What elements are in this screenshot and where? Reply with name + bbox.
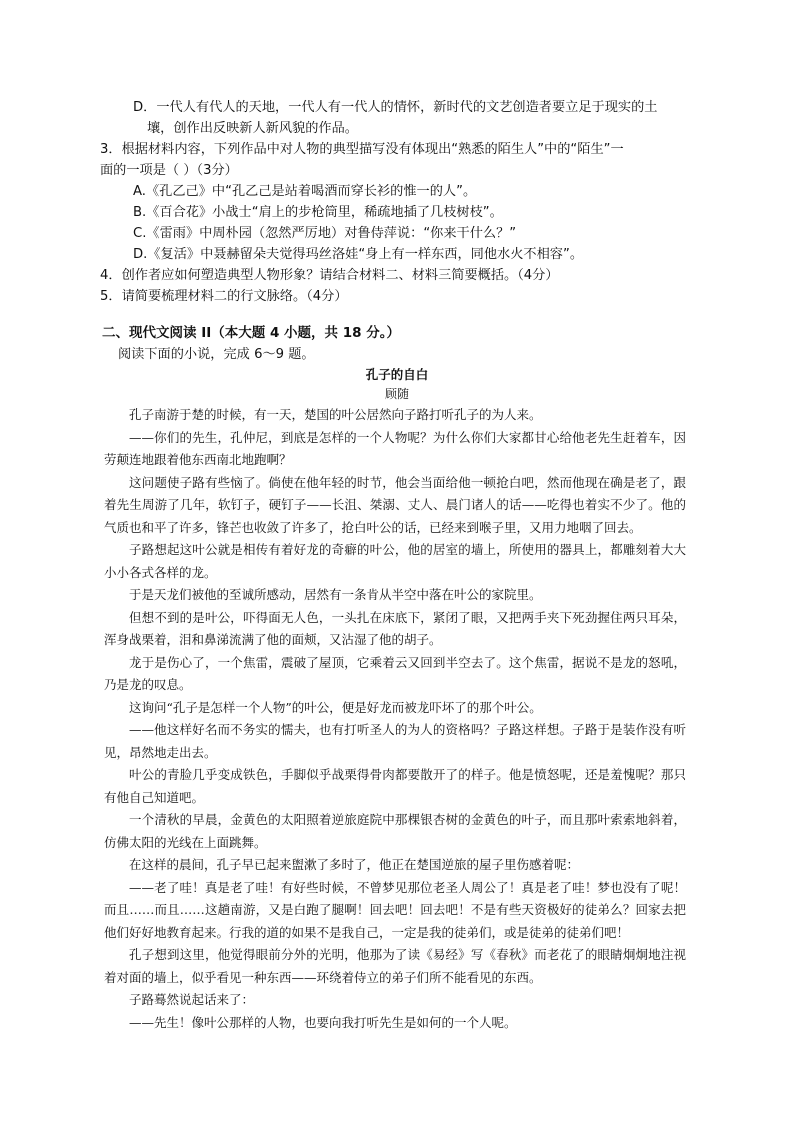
story-author: 顾随 bbox=[384, 387, 409, 401]
question-4: 4．创作者应如何塑造典型人物形象？请结合材料二、材料三简要概括。（4分） bbox=[100, 268, 559, 283]
story-title: 孔子的自白 bbox=[365, 367, 429, 382]
questions-block bbox=[100, 97, 692, 307]
story-paragraph: 但想不到的是叶公，吓得面无人色，一头扎在床底下，紧闭了眼，又把两手夹下死劲握住两只耳朵，浑身战栗着，泪和鼻涕流满了他的面颊，又沾湿了他的胡子。 bbox=[104, 609, 686, 647]
story-paragraph: 一个清秋的早晨，金黄色的太阳照着逆旅庭院中那棵银杏树的金黄色的叶子，而且那叶索索地斜着，仿佛太阳的光线在上面跳舞。 bbox=[104, 812, 686, 850]
question-3-option-b: B.《百合花》小战士“肩上的步枪筒里，稀疏地插了几枝树枝”。 bbox=[133, 205, 503, 220]
story-paragraph: 这询问“孔子是怎样一个人物”的叶公，便是好龙而被龙吓坏了的那个叶公。 bbox=[129, 699, 542, 715]
question-3-option-c: C.《雷雨》中周朴园（忽然严厉地）对鲁侍萍说：“你来干什么？” bbox=[133, 226, 517, 241]
section-instruction: 阅读下面的小说，完成 6～9 题。 bbox=[118, 347, 315, 362]
story-paragraph: 叶公的青脸几乎变成铁色，手脚似乎战栗得骨肉都要散开了的样子。他是愤怒呢，还是羞愧呢？那只有他自己知道吧。 bbox=[104, 767, 686, 805]
story-paragraph: 孔子想到这里，他觉得眼前分外的光明，他那为了读《易经》写《春秋》而老花了的眼睛炯炯地注视着对面的墙上，似乎看见一种东西——环绕着侍立的弟子们所不能看见的东西。 bbox=[104, 947, 686, 985]
story-paragraph: 在这样的晨间，孔子早已起来盥漱了多时了，他正在楚国逆旅的屋子里伤感着呢： bbox=[129, 857, 580, 872]
story-paragraph: 于是天龙们被他的至诚所感动，居然有一条肯从半空中落在叶公的家院里。 bbox=[129, 587, 542, 602]
story-paragraph: 子路蓦然说起话来了： bbox=[129, 992, 255, 1007]
option-d-line: 壤，创作出反映新人新风貌的作品。 bbox=[147, 121, 358, 136]
question-3: 3．根据材料内容，下列作品中对人物的典型描写没有体现出“熟悉的陌生人”中的“陌生”一 bbox=[100, 142, 624, 157]
option-d-line: D．一代人有代人的天地，一代人有一代人的情怀，新时代的文艺创造者要立足于现实的土 bbox=[133, 100, 658, 115]
section-title: 二、现代文阅读 II（本大题 4 小题，共 18 分。） bbox=[102, 325, 400, 341]
question-5: 5．请简要梳理材料二的行文脉络。（4分） bbox=[100, 289, 348, 304]
question-3-option-d: D.《复活》中聂赫留朵夫觉得玛丝洛娃“身上有一样东西，同他水火不相容”。 bbox=[133, 247, 584, 262]
story-paragraph: ——你们的先生，孔仲尼，到底是怎样的一个人物呢？为什么你们大家都甘心给他老先生赶着车，因劳颠连地跟着他东西南北地跑啊？ bbox=[104, 429, 686, 467]
story-body bbox=[104, 404, 686, 1034]
story-paragraph: ——老了哇！真是老了哇！有好些时候，不曾梦见那位老圣人周公了！真是老了哇！梦也没有了呢！而且……而且……这趟南游，又是白跑了腿啊！回去吧！回去吧！不是有些天资极好的徒弟么？回家去把他们好好地教育起来。行我的道的如果不是我自己，一定是我的徒弟们，或是徒弟的徒弟们吧！ bbox=[104, 879, 686, 940]
question-3-cont: 面的一项是（ ）（3分） bbox=[100, 163, 238, 178]
story-paragraph: ——他这样好名而不务实的懦夫，也有打听圣人的为人的资格吗？子路这样想。子路于是装作没有听见，昂然地走出去。 bbox=[104, 722, 686, 760]
story-paragraph: 龙于是伤心了，一个焦雷，震破了屋顶，它乘着云又回到半空去了。这个焦雷，据说不是龙的怒吼，乃是龙的叹息。 bbox=[104, 654, 686, 692]
story-paragraph: 子路想起这叶公就是相传有着好龙的奇癖的叶公，他的居室的墙上，所使用的器具上，都雕刻着大大小小各式各样的龙。 bbox=[104, 542, 686, 580]
question-3-option-a: A.《孔乙己》中“孔乙己是站着喝酒而穿长衫的惟一的人”。 bbox=[133, 184, 477, 199]
story-paragraph: 这问题使子路有些恼了。倘使在他年轻的时节，他会当面给他一顿抢白吧，然而他现在确是老了，跟着先生周游了几年，软钉子，硬钉子——长沮、桀溺、丈人、晨门诸人的话——吃得也着实不少了。他的气质也和平了许多，锋芒也收敛了许多了，抢白叶公的话，已经来到喉子里，又用力地咽了回去。 bbox=[104, 474, 686, 535]
story-paragraph: ——先生！像叶公那样的人物，也要向我打听先生是如何的一个人呢。 bbox=[129, 1014, 517, 1030]
story-paragraph: 孔子南游于楚的时候，有一天，楚国的叶公居然向子路打听孔子的为人来。 bbox=[129, 407, 542, 422]
